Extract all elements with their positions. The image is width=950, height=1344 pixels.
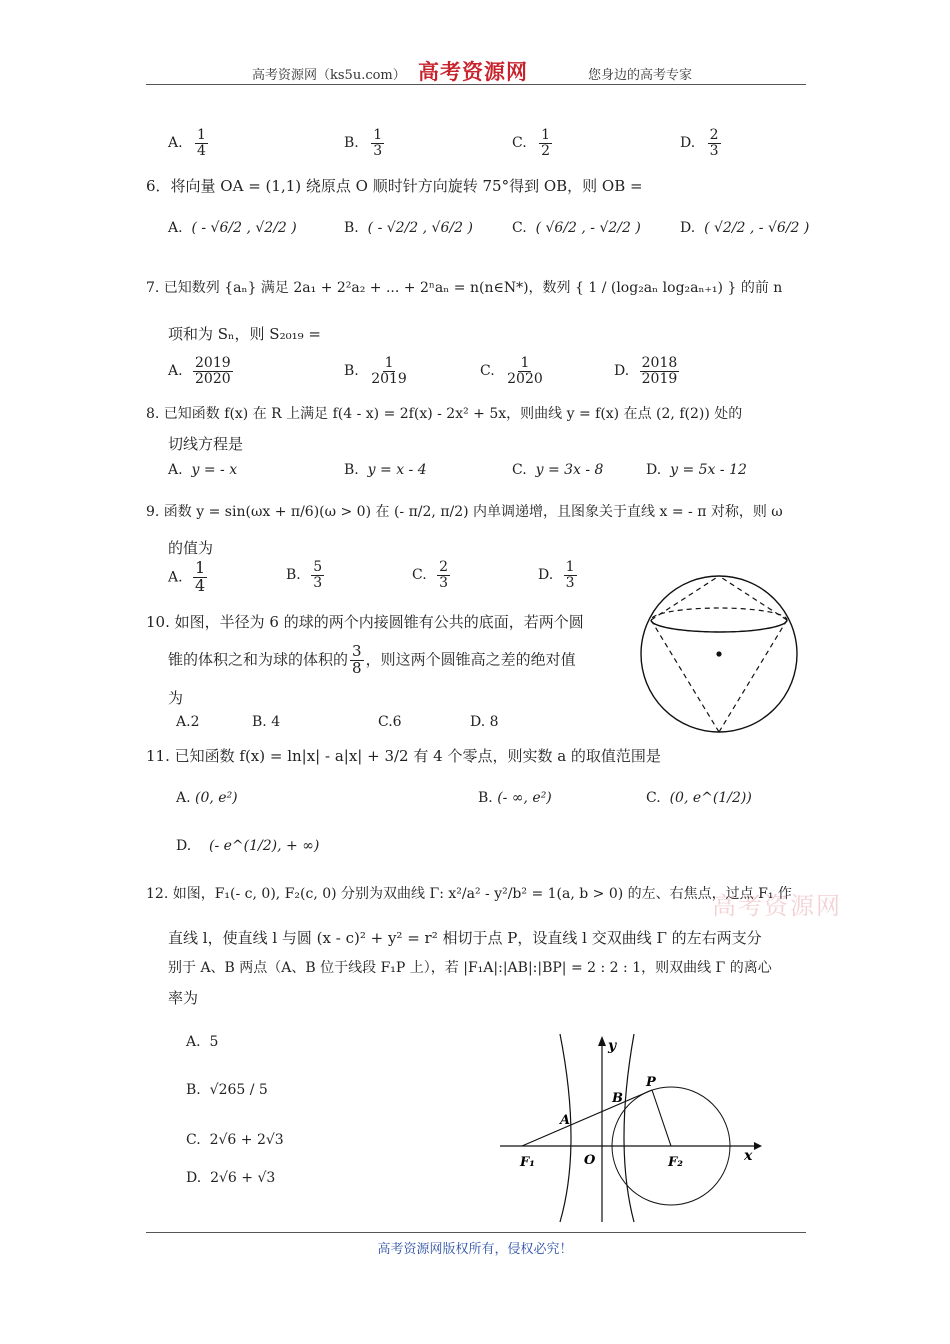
lower-cone-right-edge (719, 620, 787, 732)
q5-option-c: C. $\frac{1}{2}$ (512, 127, 551, 159)
radius-p-f2 (652, 1090, 671, 1146)
q5-option-d: D. $\frac{2}{3}$ (680, 127, 719, 159)
label-p: P (646, 1075, 656, 1090)
q10-option-a: A.2 (176, 714, 200, 730)
q12-stem-line1: 12. 如图，F₁(- c, 0), F₂(c, 0) 分别为双曲线 Γ: x²/a² - y²/b² = 1(a, b > 0) 的左、右焦点，过点 F₁ 作 (146, 886, 792, 902)
label-y: y (608, 1038, 617, 1054)
q8-stem-line1: 8. 已知函数 f(x) 在 R 上满足 f(4 - x) = 2f(x) - 2x² + 5x，则曲线 y = f(x) 在点 (2, f(2)) 处的 (146, 406, 743, 422)
q12-option-b: B. √265 / 5 (186, 1082, 268, 1098)
hyperbola-right-branch (624, 1034, 634, 1222)
sphere-cones-figure (640, 572, 804, 738)
x-axis-arrow (754, 1142, 762, 1150)
q7-stem-line2: 项和为 Sₙ，则 S₂₀₁₉ = (168, 325, 321, 343)
header-logo: 高考资源网 (418, 59, 528, 84)
q9-option-b: B. $\frac{5}{3}$ (286, 559, 323, 591)
q8-option-d: D. y = 5x - 12 (646, 462, 747, 478)
q8-option-a: A. y = - x (168, 462, 238, 478)
label-b: B (612, 1091, 623, 1106)
label-o: O (584, 1153, 596, 1168)
tangent-line-f1-p (522, 1090, 652, 1146)
q6-option-d: D. ( √2/2 , - √6/2 ) (680, 220, 810, 236)
q12-option-c: C. 2√6 + 2√3 (186, 1132, 284, 1148)
q9-option-d: D. $\frac{1}{3}$ (538, 559, 575, 591)
q5-option-b: B. $\frac{1}{3}$ (344, 127, 383, 159)
q12-option-d: D. 2√6 + √3 (186, 1170, 276, 1186)
footer-rule (146, 1232, 806, 1233)
upper-cone-right-edge (719, 576, 787, 620)
q10-stem-line1: 10. 如图，半径为 6 的球的两个内接圆锥有公共的底面，若两个圆 (146, 613, 584, 631)
header-slogan: 您身边的高考专家 (588, 68, 693, 83)
q10-option-b: B. 4 (252, 714, 281, 730)
label-x: x (744, 1148, 753, 1164)
q7-stem-line1: 7. 已知数列 {aₙ} 满足 2a₁ + 2²a₂ + ... + 2ⁿaₙ = n(n∈N*)，数列 { 1 / (log₂aₙ log₂aₙ₊₁) } 的前 n (146, 280, 783, 296)
q6-option-a: A. ( - √6/2 , √2/2 ) (168, 220, 297, 236)
q10-stem-line2: 锥的体积之和为球的体积的 $\frac{3}{8}$ ，则这两个圆锥高之差的绝对值 (168, 642, 576, 677)
q9-option-c: C. $\frac{2}{3}$ (412, 559, 449, 591)
q8-option-b: B. y = x - 4 (344, 462, 427, 478)
y-axis-arrow (598, 1036, 606, 1046)
common-base-ellipse-front (651, 620, 787, 632)
q6-option-b: B. ( - √2/2 , √6/2 ) (344, 220, 473, 236)
q11-option-b: B. (- ∞, e²) (478, 790, 552, 806)
q12-stem-line3: 别于 A、B 两点（A、B 位于线段 F₁P 上），若 |F₁A|:|AB|:|BP| = 2 : 2 : 1，则双曲线 Γ 的离心 (168, 960, 772, 976)
q8-stem-line2: 切线方程是 (168, 435, 244, 453)
header-rule (146, 84, 806, 85)
q9-stem-line2: 的值为 (168, 539, 214, 557)
q8-option-c: C. y = 3x - 8 (512, 462, 604, 478)
q12-stem-line2: 直线 l，使直线 l 与圆 (x - c)² + y² = r² 相切于点 P，设直线 l 交双曲线 Γ 的左右两支分 (168, 929, 762, 947)
sphere-center-dot (716, 651, 721, 656)
q10-option-c: C.6 (378, 714, 402, 730)
watermark: 高考资源网 (712, 892, 842, 920)
q6-stem: 6．将向量 OA = (1,1) 绕原点 O 顺时针方向旋转 75°得到 OB，则 OB = (146, 177, 643, 195)
q11-option-c: C. (0, e^(1/2)) (646, 790, 752, 806)
label-a: A (560, 1113, 571, 1128)
q7-option-c: C. $\frac{1}{2020}$ (480, 355, 543, 387)
q11-stem: 11. 已知函数 f(x) = ln|x| - a|x| + 3/2 有 4 个零点，则实数 a 的取值范围是 (146, 747, 661, 765)
lower-cone-left-edge (651, 620, 719, 732)
label-f2: F₂ (668, 1155, 683, 1170)
q10-option-d: D. 8 (470, 714, 499, 730)
q6-option-c: C. ( √6/2 , - √2/2 ) (512, 220, 641, 236)
header-site-name: 高考资源网（ks5u.com） (252, 68, 406, 83)
q12-option-a: A. 5 (186, 1034, 219, 1050)
label-f1: F₁ (520, 1155, 535, 1170)
hyperbola-figure (496, 1030, 762, 1224)
q7-option-b: B. $\frac{1}{2019}$ (344, 355, 407, 387)
q9-option-a: A. $\frac{1}{4}$ (168, 558, 206, 595)
hyperbola-left-branch (560, 1034, 571, 1222)
q5-option-a: A. $\frac{1}{4}$ (168, 127, 206, 159)
q7-option-d: D. $\frac{2018}{2019}$ (614, 355, 678, 387)
q12-stem-line4: 率为 (168, 989, 199, 1007)
footer-copyright: 高考资源网版权所有，侵权必究！ (377, 1242, 573, 1257)
q11-option-a: A. (0, e²) (176, 790, 238, 806)
q10-stem-line3: 为 (168, 689, 184, 707)
q7-option-a: A. $\frac{2019}{2020}$ (168, 355, 231, 387)
q9-stem-line1: 9. 函数 y = sin(ωx + π/6)(ω > 0) 在 (- π/2, π/2) 内单调递增，且图象关于直线 x = - π 对称，则 ω (146, 504, 783, 520)
upper-cone-left-edge (651, 576, 719, 620)
q11-option-d: D. (- e^(1/2), + ∞) (176, 838, 320, 854)
